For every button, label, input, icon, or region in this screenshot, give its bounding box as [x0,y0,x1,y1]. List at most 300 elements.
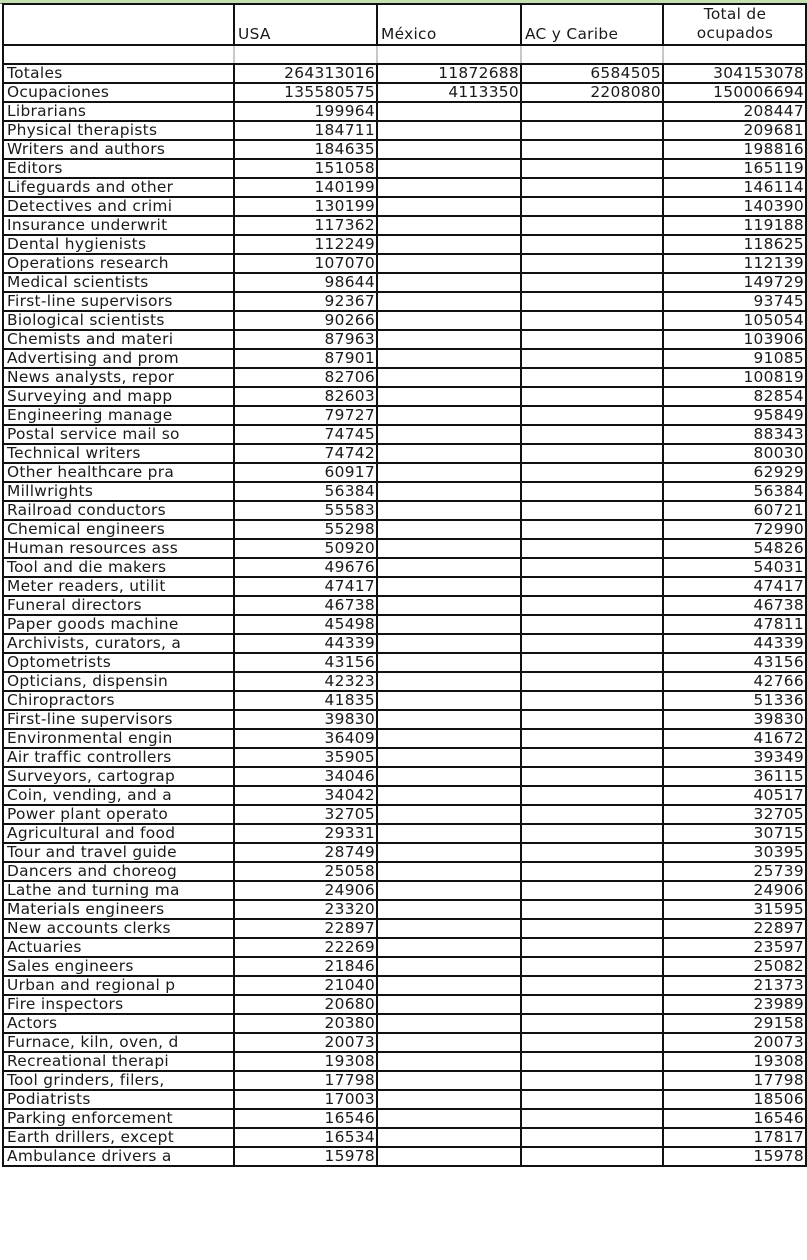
ac-caribe-cell[interactable] [521,672,663,691]
ac-caribe-cell[interactable] [521,1147,663,1166]
occupation-cell[interactable]: Meter readers, utilit [3,577,234,596]
usa-cell[interactable]: 25058 [234,862,377,881]
total-cell[interactable]: 24906 [663,881,806,900]
occupation-cell[interactable]: Human resources ass [3,539,234,558]
usa-cell[interactable]: 98644 [234,273,377,292]
total-cell[interactable]: 146114 [663,178,806,197]
blank-cell[interactable] [377,45,521,64]
ac-caribe-cell[interactable] [521,387,663,406]
occupation-cell[interactable]: Power plant operato [3,805,234,824]
ac-caribe-cell[interactable] [521,1109,663,1128]
occupation-cell[interactable]: Dancers and choreog [3,862,234,881]
total-cell[interactable]: 93745 [663,292,806,311]
usa-cell[interactable]: 87963 [234,330,377,349]
ac-caribe-cell[interactable] [521,748,663,767]
occupation-cell[interactable]: Ocupaciones [3,83,234,102]
total-cell[interactable]: 103906 [663,330,806,349]
total-cell[interactable]: 91085 [663,349,806,368]
ac-caribe-cell[interactable] [521,1052,663,1071]
usa-cell[interactable]: 17003 [234,1090,377,1109]
total-cell[interactable]: 42766 [663,672,806,691]
usa-cell[interactable]: 140199 [234,178,377,197]
ac-caribe-cell[interactable] [521,919,663,938]
total-cell[interactable]: 22897 [663,919,806,938]
occupation-cell[interactable]: Postal service mail so [3,425,234,444]
occupation-cell[interactable]: News analysts, repor [3,368,234,387]
usa-cell[interactable]: 74742 [234,444,377,463]
blank-cell[interactable] [663,45,806,64]
occupation-cell[interactable]: Environmental engin [3,729,234,748]
ac-caribe-cell[interactable] [521,1014,663,1033]
mexico-cell[interactable] [377,368,521,387]
total-cell[interactable]: 209681 [663,121,806,140]
ac-caribe-cell[interactable] [521,425,663,444]
mexico-cell[interactable] [377,520,521,539]
usa-cell[interactable]: 49676 [234,558,377,577]
occupation-cell[interactable]: Optometrists [3,653,234,672]
occupation-cell[interactable]: Coin, vending, and a [3,786,234,805]
total-cell[interactable]: 41672 [663,729,806,748]
mexico-cell[interactable]: 4113350 [377,83,521,102]
occupation-cell[interactable]: Archivists, curators, a [3,634,234,653]
occupation-cell[interactable]: Earth drillers, except [3,1128,234,1147]
mexico-cell[interactable] [377,1090,521,1109]
ac-caribe-cell[interactable] [521,786,663,805]
total-cell[interactable]: 21373 [663,976,806,995]
occupation-cell[interactable]: Biological scientists [3,311,234,330]
mexico-cell[interactable] [377,900,521,919]
mexico-cell[interactable] [377,881,521,900]
ac-caribe-cell[interactable] [521,330,663,349]
mexico-cell[interactable] [377,254,521,273]
occupation-cell[interactable]: Tool grinders, filers, [3,1071,234,1090]
occupation-cell[interactable]: Tour and travel guide [3,843,234,862]
ac-caribe-cell[interactable] [521,216,663,235]
occupation-cell[interactable]: First-line supervisors [3,710,234,729]
occupation-cell[interactable]: Tool and die makers [3,558,234,577]
usa-cell[interactable]: 151058 [234,159,377,178]
usa-cell[interactable]: 28749 [234,843,377,862]
usa-cell[interactable]: 184635 [234,140,377,159]
mexico-cell[interactable] [377,102,521,121]
occupation-cell[interactable]: Chemists and materi [3,330,234,349]
mexico-cell[interactable] [377,729,521,748]
occupation-cell[interactable]: Chemical engineers [3,520,234,539]
ac-caribe-cell[interactable] [521,805,663,824]
mexico-cell[interactable] [377,1071,521,1090]
mexico-cell[interactable] [377,482,521,501]
usa-cell[interactable]: 74745 [234,425,377,444]
occupation-cell[interactable]: Engineering manage [3,406,234,425]
total-cell[interactable]: 23597 [663,938,806,957]
ac-caribe-cell[interactable] [521,368,663,387]
occupation-cell[interactable]: Sales engineers [3,957,234,976]
usa-cell[interactable]: 50920 [234,539,377,558]
mexico-cell[interactable] [377,919,521,938]
mexico-cell[interactable] [377,121,521,140]
ac-caribe-cell[interactable] [521,463,663,482]
ac-caribe-cell[interactable] [521,520,663,539]
ac-caribe-cell[interactable] [521,653,663,672]
mexico-cell[interactable] [377,843,521,862]
total-cell[interactable]: 118625 [663,235,806,254]
mexico-cell[interactable] [377,311,521,330]
occupation-cell[interactable]: Chiropractors [3,691,234,710]
occupation-cell[interactable]: Insurance underwrit [3,216,234,235]
mexico-cell[interactable] [377,786,521,805]
total-cell[interactable]: 30395 [663,843,806,862]
mexico-cell[interactable] [377,1052,521,1071]
mexico-cell[interactable] [377,140,521,159]
blank-cell[interactable] [521,45,663,64]
mexico-cell[interactable] [377,615,521,634]
ac-caribe-cell[interactable] [521,558,663,577]
ac-caribe-cell[interactable] [521,444,663,463]
occupation-cell[interactable]: Operations research [3,254,234,273]
occupation-cell[interactable]: Recreational therapi [3,1052,234,1071]
usa-cell[interactable]: 39830 [234,710,377,729]
usa-cell[interactable]: 35905 [234,748,377,767]
ac-caribe-cell[interactable]: 6584505 [521,64,663,83]
total-cell[interactable]: 46738 [663,596,806,615]
ac-caribe-cell[interactable] [521,501,663,520]
usa-cell[interactable]: 22269 [234,938,377,957]
header-mexico[interactable]: México [377,4,521,45]
ac-caribe-cell[interactable] [521,1090,663,1109]
usa-cell[interactable]: 29331 [234,824,377,843]
total-cell[interactable]: 100819 [663,368,806,387]
usa-cell[interactable]: 22897 [234,919,377,938]
occupation-cell[interactable]: Advertising and prom [3,349,234,368]
total-cell[interactable]: 95849 [663,406,806,425]
total-cell[interactable]: 47417 [663,577,806,596]
usa-cell[interactable]: 184711 [234,121,377,140]
ac-caribe-cell[interactable] [521,311,663,330]
total-cell[interactable]: 44339 [663,634,806,653]
usa-cell[interactable]: 15978 [234,1147,377,1166]
total-cell[interactable]: 25082 [663,957,806,976]
occupation-cell[interactable]: Physical therapists [3,121,234,140]
usa-cell[interactable]: 20073 [234,1033,377,1052]
ac-caribe-cell[interactable] [521,273,663,292]
usa-cell[interactable]: 19308 [234,1052,377,1071]
usa-cell[interactable]: 90266 [234,311,377,330]
occupation-cell[interactable]: Ambulance drivers a [3,1147,234,1166]
total-cell[interactable]: 150006694 [663,83,806,102]
occupation-cell[interactable]: Other healthcare pra [3,463,234,482]
total-cell[interactable]: 56384 [663,482,806,501]
usa-cell[interactable]: 32705 [234,805,377,824]
total-cell[interactable]: 39349 [663,748,806,767]
total-cell[interactable]: 18506 [663,1090,806,1109]
total-cell[interactable]: 17798 [663,1071,806,1090]
total-cell[interactable]: 25739 [663,862,806,881]
mexico-cell[interactable] [377,1128,521,1147]
total-cell[interactable]: 198816 [663,140,806,159]
ac-caribe-cell[interactable] [521,121,663,140]
ac-caribe-cell[interactable] [521,710,663,729]
total-cell[interactable]: 31595 [663,900,806,919]
occupation-cell[interactable]: Editors [3,159,234,178]
occupation-cell[interactable]: Paper goods machine [3,615,234,634]
mexico-cell[interactable] [377,1147,521,1166]
occupation-cell[interactable]: Lathe and turning ma [3,881,234,900]
ac-caribe-cell[interactable] [521,254,663,273]
blank-cell[interactable] [3,45,234,64]
mexico-cell[interactable] [377,824,521,843]
total-cell[interactable]: 140390 [663,197,806,216]
ac-caribe-cell[interactable] [521,197,663,216]
usa-cell[interactable]: 23320 [234,900,377,919]
total-cell[interactable]: 80030 [663,444,806,463]
occupation-cell[interactable]: Detectives and crimi [3,197,234,216]
usa-cell[interactable]: 135580575 [234,83,377,102]
total-cell[interactable]: 36115 [663,767,806,786]
usa-cell[interactable]: 56384 [234,482,377,501]
total-cell[interactable]: 17817 [663,1128,806,1147]
occupation-cell[interactable]: Writers and authors [3,140,234,159]
total-cell[interactable]: 29158 [663,1014,806,1033]
mexico-cell[interactable] [377,1033,521,1052]
total-cell[interactable]: 23989 [663,995,806,1014]
ac-caribe-cell[interactable] [521,159,663,178]
ac-caribe-cell[interactable] [521,1071,663,1090]
occupation-cell[interactable]: Lifeguards and other [3,178,234,197]
total-cell[interactable]: 72990 [663,520,806,539]
ac-caribe-cell[interactable] [521,292,663,311]
ac-caribe-cell[interactable] [521,615,663,634]
ac-caribe-cell[interactable] [521,843,663,862]
ac-caribe-cell[interactable] [521,767,663,786]
usa-cell[interactable]: 82706 [234,368,377,387]
usa-cell[interactable]: 43156 [234,653,377,672]
mexico-cell[interactable] [377,691,521,710]
mexico-cell[interactable] [377,710,521,729]
mexico-cell[interactable] [377,957,521,976]
mexico-cell[interactable] [377,406,521,425]
total-cell[interactable]: 82854 [663,387,806,406]
ac-caribe-cell[interactable] [521,995,663,1014]
mexico-cell[interactable] [377,197,521,216]
occupation-cell[interactable]: Actors [3,1014,234,1033]
total-cell[interactable]: 304153078 [663,64,806,83]
usa-cell[interactable]: 130199 [234,197,377,216]
usa-cell[interactable]: 16546 [234,1109,377,1128]
mexico-cell[interactable] [377,577,521,596]
total-cell[interactable]: 32705 [663,805,806,824]
total-cell[interactable]: 15978 [663,1147,806,1166]
mexico-cell[interactable] [377,425,521,444]
ac-caribe-cell[interactable] [521,406,663,425]
blank-cell[interactable] [234,45,377,64]
total-cell[interactable]: 112139 [663,254,806,273]
occupation-cell[interactable]: Fire inspectors [3,995,234,1014]
usa-cell[interactable]: 82603 [234,387,377,406]
ac-caribe-cell[interactable] [521,1033,663,1052]
total-cell[interactable]: 60721 [663,501,806,520]
usa-cell[interactable]: 21040 [234,976,377,995]
occupation-cell[interactable]: Surveyors, cartograp [3,767,234,786]
usa-cell[interactable]: 41835 [234,691,377,710]
occupation-cell[interactable]: Agricultural and food [3,824,234,843]
header-total-ocupados[interactable] [663,4,806,45]
mexico-cell[interactable] [377,995,521,1014]
mexico-cell[interactable] [377,216,521,235]
usa-cell[interactable]: 42323 [234,672,377,691]
mexico-cell[interactable] [377,349,521,368]
ac-caribe-cell[interactable] [521,102,663,121]
mexico-cell[interactable] [377,159,521,178]
total-cell[interactable]: 39830 [663,710,806,729]
ac-caribe-cell[interactable] [521,349,663,368]
occupation-cell[interactable]: Opticians, dispensin [3,672,234,691]
mexico-cell[interactable] [377,1014,521,1033]
usa-cell[interactable]: 45498 [234,615,377,634]
mexico-cell[interactable] [377,558,521,577]
mexico-cell[interactable] [377,501,521,520]
total-cell[interactable]: 20073 [663,1033,806,1052]
usa-cell[interactable]: 264313016 [234,64,377,83]
header-usa[interactable]: USA [234,4,377,45]
ac-caribe-cell[interactable] [521,691,663,710]
ac-caribe-cell[interactable] [521,862,663,881]
mexico-cell[interactable] [377,976,521,995]
mexico-cell[interactable] [377,672,521,691]
ac-caribe-cell[interactable] [521,596,663,615]
mexico-cell[interactable] [377,634,521,653]
total-cell[interactable]: 54826 [663,539,806,558]
occupation-cell[interactable]: First-line supervisors [3,292,234,311]
occupation-cell[interactable]: Technical writers [3,444,234,463]
mexico-cell[interactable] [377,1109,521,1128]
total-cell[interactable]: 30715 [663,824,806,843]
header-ac-caribe[interactable]: AC y Caribe [521,4,663,45]
usa-cell[interactable]: 55583 [234,501,377,520]
ac-caribe-cell[interactable] [521,957,663,976]
mexico-cell[interactable] [377,862,521,881]
total-cell[interactable]: 62929 [663,463,806,482]
mexico-cell[interactable] [377,178,521,197]
ac-caribe-cell[interactable] [521,976,663,995]
usa-cell[interactable]: 36409 [234,729,377,748]
total-cell[interactable]: 19308 [663,1052,806,1071]
mexico-cell[interactable] [377,596,521,615]
usa-cell[interactable]: 34046 [234,767,377,786]
ac-caribe-cell[interactable] [521,729,663,748]
ac-caribe-cell[interactable] [521,1128,663,1147]
usa-cell[interactable]: 17798 [234,1071,377,1090]
mexico-cell[interactable] [377,292,521,311]
total-cell[interactable]: 47811 [663,615,806,634]
ac-caribe-cell[interactable] [521,938,663,957]
ac-caribe-cell[interactable] [521,539,663,558]
mexico-cell[interactable] [377,444,521,463]
occupation-cell[interactable]: Surveying and mapp [3,387,234,406]
mexico-cell[interactable] [377,273,521,292]
occupation-cell[interactable]: Materials engineers [3,900,234,919]
usa-cell[interactable]: 112249 [234,235,377,254]
total-cell[interactable]: 88343 [663,425,806,444]
occupation-cell[interactable]: Actuaries [3,938,234,957]
mexico-cell[interactable] [377,463,521,482]
mexico-cell[interactable] [377,748,521,767]
total-cell[interactable]: 208447 [663,102,806,121]
mexico-cell[interactable] [377,235,521,254]
usa-cell[interactable]: 92367 [234,292,377,311]
occupation-cell[interactable]: Totales [3,64,234,83]
mexico-cell[interactable] [377,387,521,406]
mexico-cell[interactable] [377,539,521,558]
occupation-cell[interactable]: Furnace, kiln, oven, d [3,1033,234,1052]
usa-cell[interactable]: 24906 [234,881,377,900]
usa-cell[interactable]: 20380 [234,1014,377,1033]
occupation-cell[interactable]: Railroad conductors [3,501,234,520]
ac-caribe-cell[interactable]: 2208080 [521,83,663,102]
total-cell[interactable]: 43156 [663,653,806,672]
total-cell[interactable]: 16546 [663,1109,806,1128]
occupation-cell[interactable]: Millwrights [3,482,234,501]
usa-cell[interactable]: 20680 [234,995,377,1014]
occupation-cell[interactable]: Funeral directors [3,596,234,615]
occupation-cell[interactable]: Dental hygienists [3,235,234,254]
usa-cell[interactable]: 55298 [234,520,377,539]
mexico-cell[interactable] [377,805,521,824]
occupation-cell[interactable]: Librarians [3,102,234,121]
usa-cell[interactable]: 44339 [234,634,377,653]
ac-caribe-cell[interactable] [521,824,663,843]
occupation-cell[interactable]: New accounts clerks [3,919,234,938]
usa-cell[interactable]: 87901 [234,349,377,368]
total-cell[interactable]: 119188 [663,216,806,235]
total-cell[interactable]: 40517 [663,786,806,805]
ac-caribe-cell[interactable] [521,178,663,197]
total-cell[interactable]: 54031 [663,558,806,577]
ac-caribe-cell[interactable] [521,482,663,501]
usa-cell[interactable]: 21846 [234,957,377,976]
usa-cell[interactable]: 199964 [234,102,377,121]
usa-cell[interactable]: 60917 [234,463,377,482]
usa-cell[interactable]: 34042 [234,786,377,805]
usa-cell[interactable]: 47417 [234,577,377,596]
mexico-cell[interactable] [377,653,521,672]
usa-cell[interactable]: 117362 [234,216,377,235]
total-cell[interactable]: 105054 [663,311,806,330]
usa-cell[interactable]: 46738 [234,596,377,615]
ac-caribe-cell[interactable] [521,881,663,900]
header-label-cell[interactable] [3,4,234,45]
mexico-cell[interactable] [377,330,521,349]
ac-caribe-cell[interactable] [521,634,663,653]
total-cell[interactable]: 51336 [663,691,806,710]
occupation-cell[interactable]: Urban and regional p [3,976,234,995]
mexico-cell[interactable]: 11872688 [377,64,521,83]
usa-cell[interactable]: 16534 [234,1128,377,1147]
usa-cell[interactable]: 107070 [234,254,377,273]
occupation-cell[interactable]: Medical scientists [3,273,234,292]
mexico-cell[interactable] [377,938,521,957]
ac-caribe-cell[interactable] [521,235,663,254]
ac-caribe-cell[interactable] [521,577,663,596]
ac-caribe-cell[interactable] [521,900,663,919]
total-cell[interactable]: 149729 [663,273,806,292]
occupation-cell[interactable]: Podiatrists [3,1090,234,1109]
occupation-cell[interactable]: Air traffic controllers [3,748,234,767]
mexico-cell[interactable] [377,767,521,786]
total-cell[interactable]: 165119 [663,159,806,178]
ac-caribe-cell[interactable] [521,140,663,159]
occupation-cell[interactable]: Parking enforcement [3,1109,234,1128]
usa-cell[interactable]: 79727 [234,406,377,425]
